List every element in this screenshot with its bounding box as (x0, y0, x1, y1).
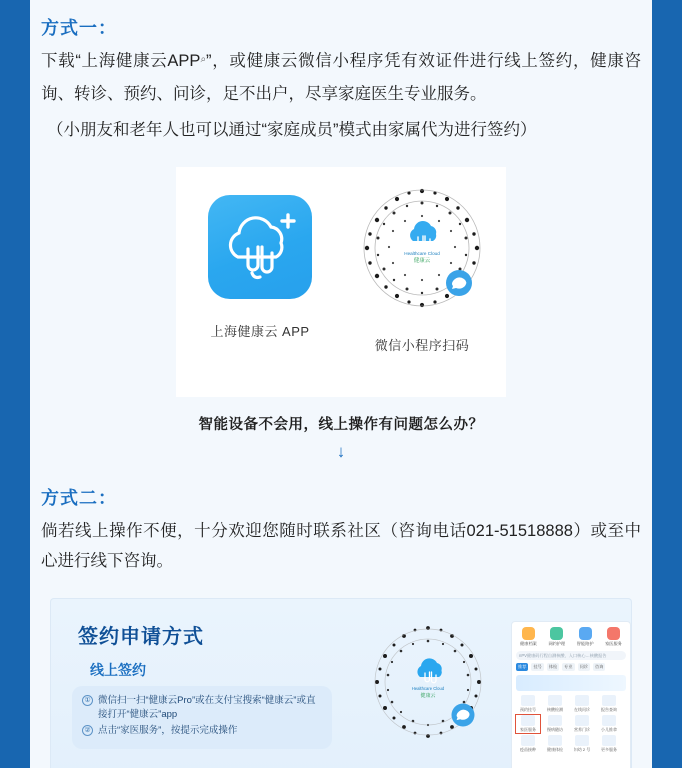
tab-consult[interactable]: 问诊 (579, 664, 588, 669)
cell-label: 营养门诊 (574, 727, 590, 732)
tab-professional[interactable]: 专业 (564, 664, 573, 669)
grid-cell[interactable] (597, 695, 621, 713)
cell-label: 疫苗接种 (520, 747, 536, 752)
cell-icon (575, 715, 589, 726)
poster-steps (72, 686, 332, 749)
phone-tabs (516, 663, 626, 671)
list-item (82, 694, 322, 722)
phone-tile (573, 627, 598, 647)
cell-icon (602, 735, 616, 746)
cta-question: 智能设备不会用，线上操作有问题怎么办？ (198, 417, 484, 433)
section-one-paragraph-1 (41, 46, 641, 109)
grid-cell[interactable] (597, 715, 621, 733)
svg-text:Healthcare Cloud: Healthcare Cloud (404, 251, 440, 256)
tile-label: 家医服务 (605, 641, 622, 646)
cell-icon (548, 715, 562, 726)
cell-label: 家医服务 (520, 727, 536, 732)
apps-qr-card (176, 167, 506, 397)
step-number: ② (82, 725, 93, 736)
phone-tile (601, 627, 626, 647)
cell-icon (602, 695, 616, 706)
step-number: ① (82, 695, 93, 706)
app-caption-wechat-qr: 微信小程序扫码 (374, 338, 470, 353)
cell-label: 妇幼 2 号 (573, 747, 591, 752)
cell-label: 更多服务 (601, 747, 617, 752)
phone-screenshot-mock (512, 622, 630, 768)
phone-tile (544, 627, 569, 647)
cell-label: 核酸检测 (547, 707, 563, 712)
tab-register[interactable]: 挂号 (533, 664, 542, 669)
cell-label: 慢病随访 (547, 727, 563, 732)
poster-subtitle: 线上签约 (90, 662, 146, 678)
cell-icon (521, 735, 535, 746)
tile-label: 健康档案 (520, 641, 537, 646)
section-two-heading: 方式二： (41, 488, 117, 508)
poster-title: 签约申请方式 (78, 626, 204, 648)
section-one-paragraph-2: （小朋友和老年人也可以通过“家庭成员”模式由家属代为进行签约） (47, 121, 537, 139)
grid-cell[interactable] (543, 695, 567, 713)
grid-cell-family-doctor[interactable] (516, 715, 540, 733)
tab-inquiry[interactable]: 咨询 (594, 664, 604, 669)
phone-tile (516, 627, 541, 647)
app-block-health-cloud[interactable] (184, 195, 336, 340)
tab-recommend[interactable]: 推荐 (518, 664, 527, 669)
arrow-down-icon: ↓ (336, 442, 346, 461)
phone-service-grid (516, 695, 626, 753)
phone-banner (516, 675, 626, 691)
cell-icon (575, 735, 589, 746)
right-blue-rail (652, 0, 682, 768)
tile-icon (550, 627, 563, 640)
cell-icon (548, 735, 562, 746)
list-item (82, 724, 322, 738)
wechat-miniprogram-qr (357, 183, 487, 313)
grid-cell[interactable] (516, 695, 540, 713)
section-two-paragraph-1: 倘若线上操作不便，十分欢迎您随时联系社区（咨询电话021-51518888）或至中心进行线下咨询。 (41, 522, 641, 570)
tile-label: 网约护理 (548, 641, 566, 646)
section-one-paragraph-1-text: 下载“上海健康云APP⌕”，或健康云微信小程序凭有效证件进行线上签约，健康咨询、转诊、预约、问诊，足不出户，尽享家庭医生专业服务。 (41, 52, 641, 103)
phone-search-input[interactable]: nPV健康码行程自测核酸、入口核心…核酸报告 (516, 651, 626, 660)
cell-label: 报告查询 (601, 707, 617, 712)
app-block-wechat-qr[interactable] (346, 195, 498, 354)
step-text: 微信扫一扫“健康云Pro”或在支付宝搜索“健康云”或直接打开“健康云”app (98, 695, 316, 720)
cell-label: 在线问诊 (574, 707, 590, 712)
cell-icon (521, 715, 535, 726)
cell-icon (602, 715, 616, 726)
grid-cell[interactable] (543, 735, 567, 753)
app-caption-health-cloud: 上海健康云 APP (210, 324, 310, 339)
tile-icon (607, 627, 620, 640)
search-icon: ⌕ (200, 54, 207, 65)
grid-cell[interactable] (570, 735, 594, 753)
cell-icon (521, 695, 535, 706)
cell-label: 小儿推拿 (601, 727, 617, 732)
signing-poster (50, 598, 632, 768)
svg-text:健康云: 健康云 (413, 258, 431, 264)
poster-qr-label: Healthcare Cloud (411, 686, 445, 691)
tile-label: 智能陪护 (576, 641, 594, 646)
poster-qr-code (368, 622, 488, 742)
cell-label: 健康体检 (547, 747, 563, 752)
cell-label: 预约挂号 (520, 707, 536, 712)
section-one-heading: 方式一： (41, 18, 117, 38)
tile-icon (522, 627, 535, 640)
phone-top-tiles (516, 627, 626, 647)
tile-icon (579, 627, 592, 640)
health-cloud-app-icon (208, 195, 312, 299)
grid-cell[interactable] (570, 695, 594, 713)
tab-checkup[interactable]: 体检 (548, 664, 558, 669)
cell-icon (575, 695, 589, 706)
left-blue-rail (0, 0, 30, 768)
grid-cell[interactable] (570, 715, 594, 733)
cell-icon (548, 695, 562, 706)
step-text: 点击“家医服务”，按提示完成操作 (98, 725, 238, 736)
grid-cell[interactable] (597, 735, 621, 753)
grid-cell[interactable] (516, 735, 540, 753)
poster-qr-label-cn: 健康云 (420, 693, 436, 699)
article-content (30, 0, 652, 768)
grid-cell[interactable] (543, 715, 567, 733)
